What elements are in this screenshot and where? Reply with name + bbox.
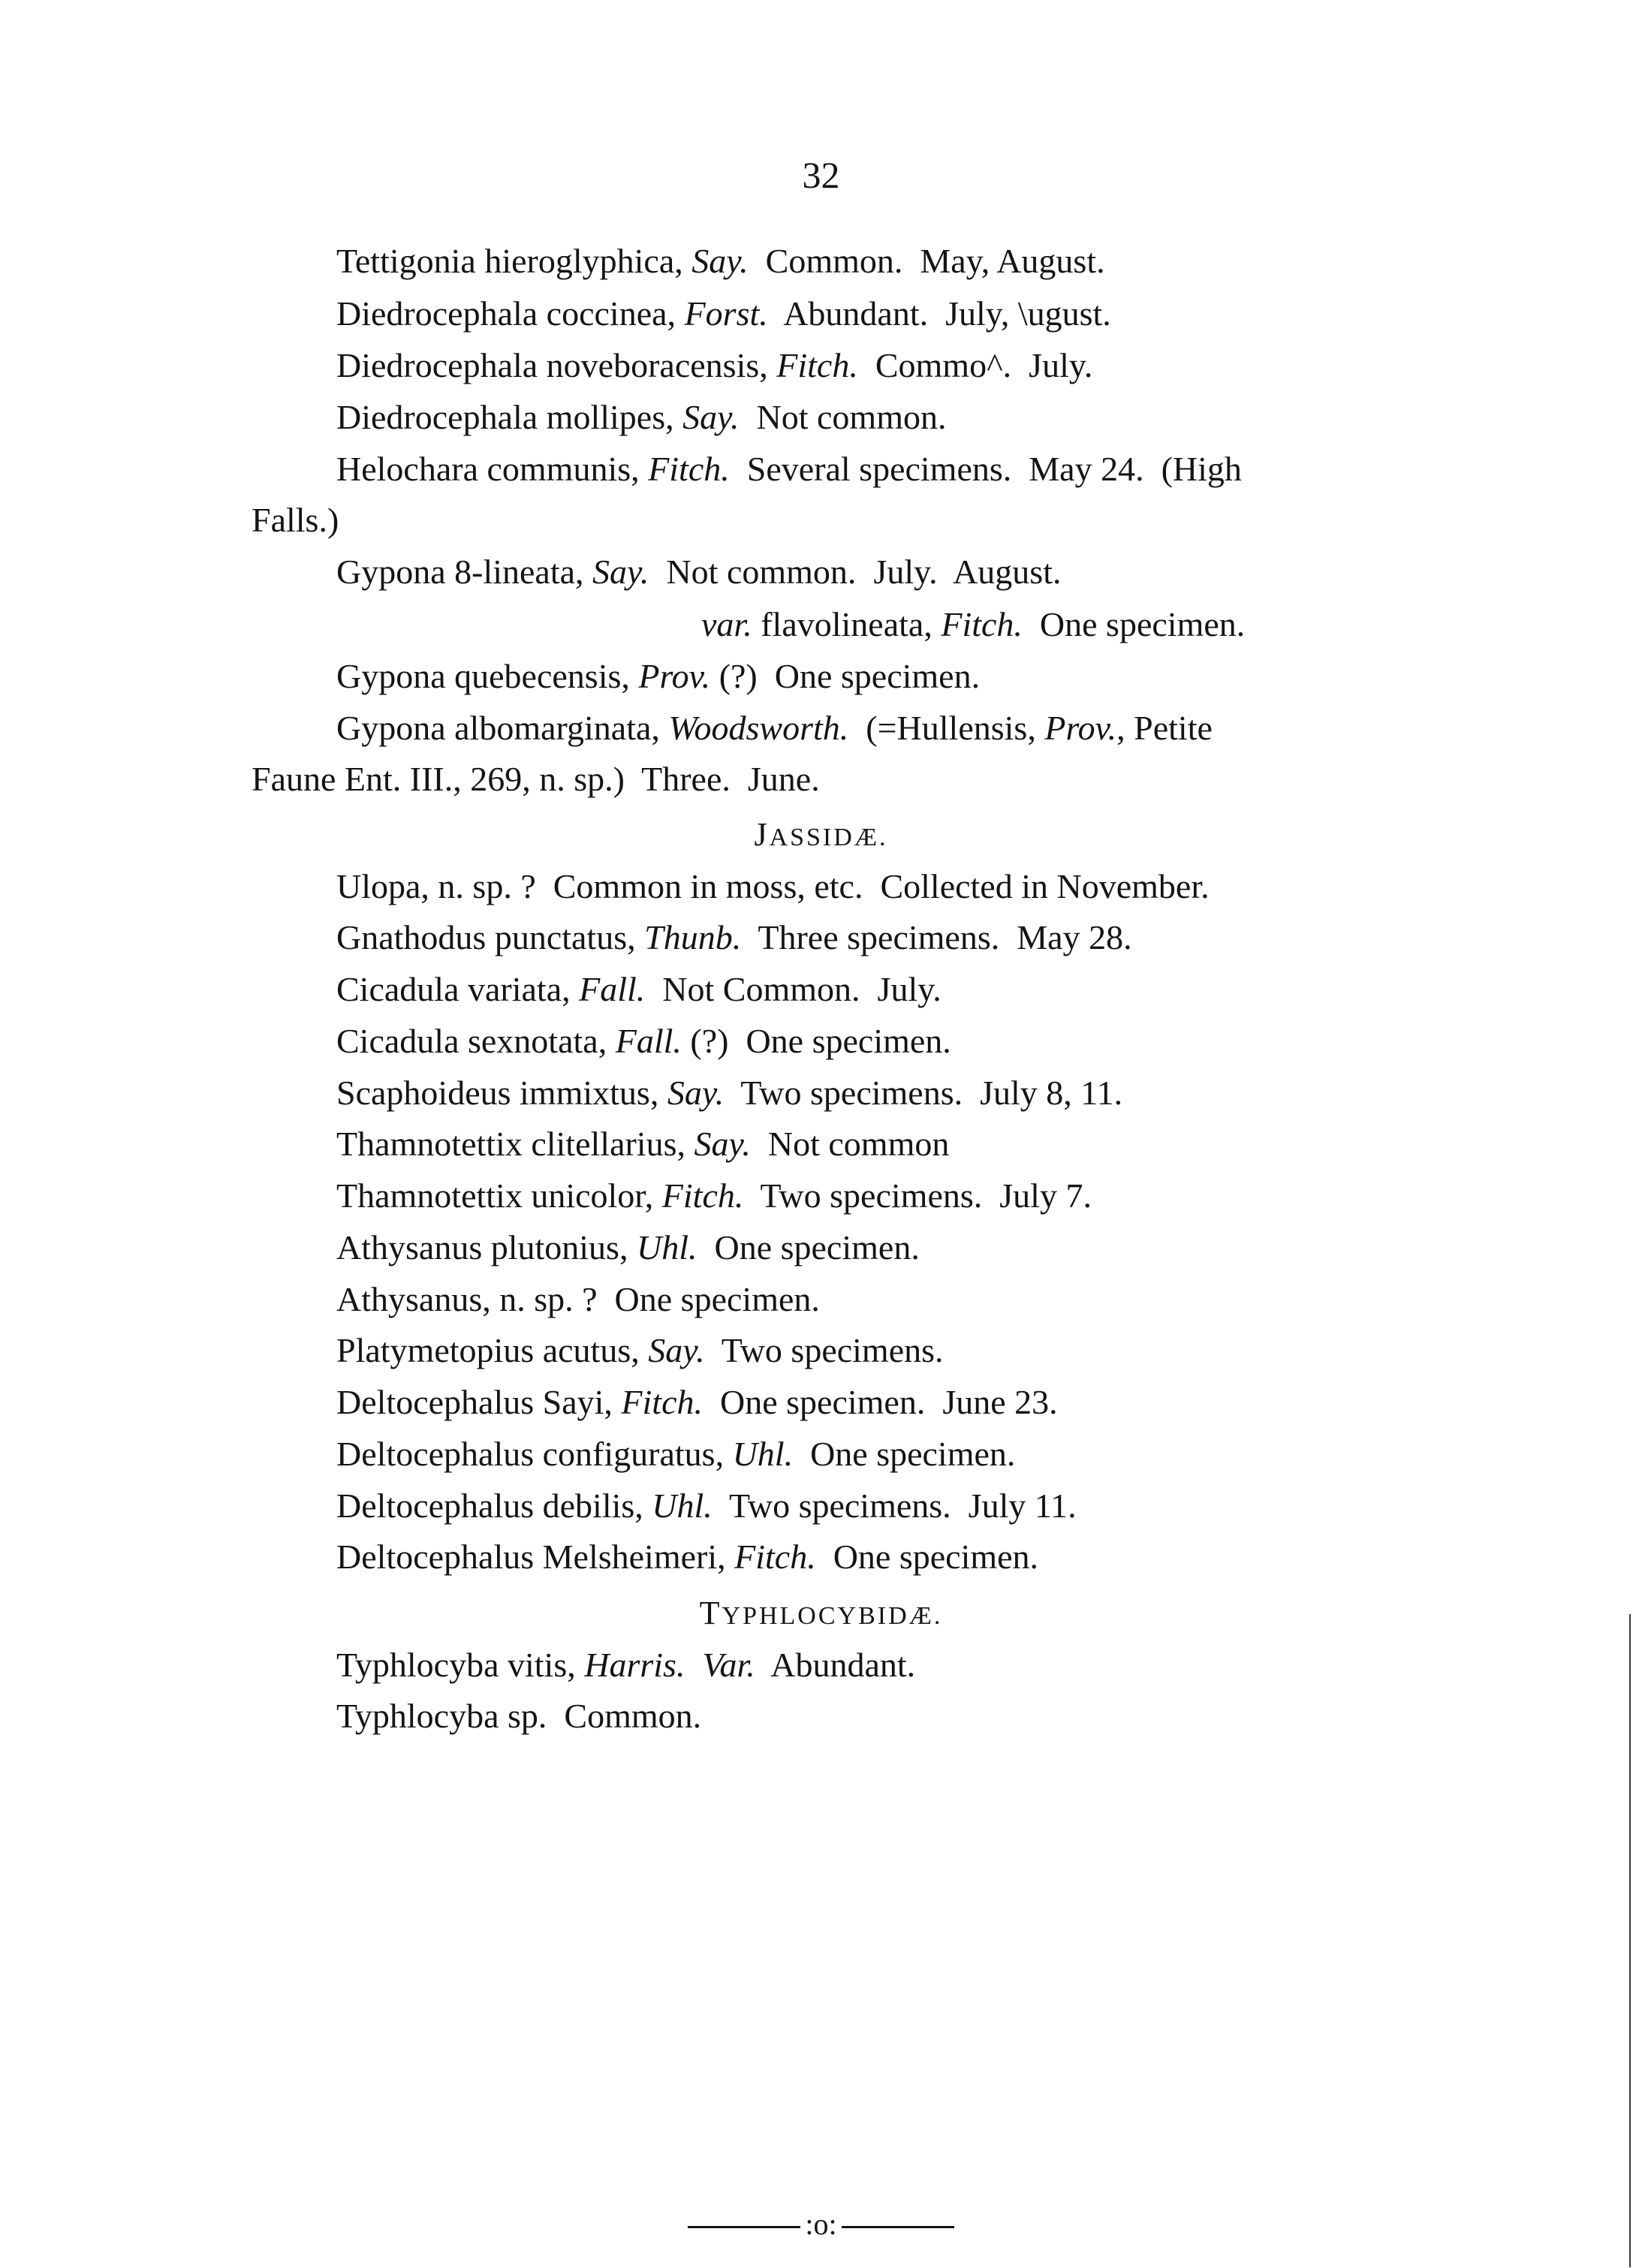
- entry-diedrocephala-noveboracensis: [336, 348, 1092, 383]
- entry-text: Not common: [750, 1125, 950, 1163]
- entry-authority: Fitch.: [941, 605, 1023, 643]
- entry-text: Two specimens. July 8, 11.: [724, 1074, 1123, 1112]
- separator-rule-left: [688, 2226, 800, 2228]
- entry-authority: Fitch.: [776, 346, 858, 384]
- entry-text: One specimen.: [793, 1435, 1016, 1473]
- entry-text: Diedrocephala coccinea,: [336, 294, 685, 333]
- entry-deltocephalus-debilis: [336, 1486, 1077, 1525]
- entry-authority: Fitch.: [734, 1538, 816, 1576]
- entry-cicadula-sexnotata: [336, 1024, 951, 1059]
- entry-text: Abundant. July, \ugust.: [767, 294, 1111, 333]
- entry-text: Gypona 8-lineata,: [336, 553, 593, 591]
- entry-authority: Fall.: [615, 1022, 682, 1060]
- entry-text: Two specimens.: [704, 1331, 944, 1369]
- entry-text: Falls.): [252, 501, 339, 539]
- entry-text: Common. May, August.: [748, 242, 1105, 280]
- entry-text: Helochara communis,: [336, 450, 649, 488]
- entry-authority: Var.: [702, 1646, 755, 1684]
- entry-text: (=Hullensis,: [848, 709, 1045, 747]
- entry-text: [685, 1646, 702, 1684]
- entry-text: Abundant.: [755, 1646, 916, 1684]
- entry-authority: Say.: [667, 1074, 725, 1112]
- entry-text: Gnathodus punctatus,: [336, 918, 645, 956]
- entry-text: Platymetopius acutus,: [336, 1331, 649, 1369]
- entry-gypona-var-flavolineata: [701, 607, 1245, 642]
- entry-authority: Forst.: [684, 294, 768, 333]
- section-separator: [0, 2209, 1642, 2239]
- entry-text: (?) One specimen.: [710, 657, 981, 695]
- entry-gnathodus-punctatus: [336, 920, 1132, 955]
- entry-text: One specimen.: [1022, 605, 1246, 643]
- heading-initial: T: [699, 1595, 722, 1631]
- entry-gypona-albomarginata-cont: [252, 762, 820, 797]
- entry-scaphoideus-immixtus: [336, 1076, 1122, 1110]
- entry-deltocephalus-melsheimeri: [336, 1540, 1038, 1574]
- entry-gypona-8-lineata: [336, 555, 1061, 589]
- entry-text: Thamnotettix unicolor,: [336, 1176, 662, 1215]
- entry-text: Cicadula variata,: [336, 970, 580, 1008]
- entry-text: , Petite: [1116, 709, 1213, 747]
- entry-gypona-albomarginata: [336, 711, 1213, 745]
- entry-typhlocyba-sp: [336, 1699, 701, 1733]
- entry-diedrocephala-mollipes: [336, 400, 947, 435]
- entry-authority: Thunb.: [644, 918, 742, 956]
- entry-thamnotettix-clitellarius: [336, 1127, 949, 1161]
- entry-authority: Prov.: [1044, 709, 1117, 747]
- entry-authority: var.: [701, 605, 752, 643]
- separator-rule-right: [842, 2226, 954, 2228]
- heading-rest: YPHLOCYBIDÆ.: [722, 1602, 943, 1630]
- entry-authority: Fitch.: [621, 1383, 703, 1421]
- entry-text: Athysanus plutonius,: [336, 1228, 637, 1267]
- entry-text: Typhlocyba sp. Common.: [336, 1697, 702, 1735]
- entry-diedrocephala-coccinea: [336, 294, 1111, 333]
- entry-ulopa: [336, 869, 1210, 904]
- entry-text: Deltocephalus configuratus,: [336, 1435, 733, 1473]
- entry-text: Two specimens. July 11.: [712, 1486, 1077, 1525]
- entry-text: Thamnotettix clitellarius,: [336, 1125, 694, 1163]
- entry-text: Diedrocephala mollipes,: [336, 398, 683, 436]
- entry-authority: Say.: [682, 398, 740, 436]
- entry-authority: Fitch.: [661, 1176, 744, 1215]
- entry-gypona-quebecensis: [336, 659, 980, 694]
- separator-mark: :o:: [805, 2207, 837, 2241]
- entry-typhlocyba-vitis: [336, 1648, 915, 1682]
- entry-authority: Say.: [648, 1331, 705, 1369]
- entry-text: Several specimens. May 24. (High: [729, 450, 1242, 488]
- entry-helochara-communis: [336, 452, 1242, 486]
- entry-authority: Fitch.: [648, 450, 730, 488]
- entry-text: Faune Ent. III., 269, n. sp.) Three. June.: [252, 760, 820, 798]
- entry-text: Athysanus, n. sp. ? One specimen.: [336, 1280, 820, 1318]
- entry-deltocephalus-configuratus: [336, 1437, 1015, 1471]
- entry-authority: Prov.: [638, 657, 711, 695]
- entry-tettigonia-hieroglyphica: [336, 244, 1105, 279]
- entry-text: One specimen.: [815, 1538, 1039, 1576]
- entry-authority: Woodsworth.: [668, 709, 849, 747]
- entry-text: Typhlocyba vitis,: [336, 1646, 585, 1684]
- entry-text: Gypona quebecensis,: [336, 657, 639, 695]
- entry-text: flavolineata,: [752, 605, 942, 643]
- entry-authority: Fall.: [579, 970, 646, 1008]
- entry-text: Two specimens. July 7.: [743, 1176, 1092, 1215]
- entry-text: Not common.: [739, 398, 947, 436]
- section-heading-jassidae: [0, 818, 1642, 851]
- entry-helochara-communis-cont: [252, 503, 339, 538]
- entry-authority: Say.: [592, 553, 649, 591]
- entry-authority: Harris.: [584, 1646, 685, 1684]
- entry-text: (?) One specimen.: [681, 1022, 951, 1060]
- entry-authority: Uhl.: [732, 1435, 794, 1473]
- entry-athysanus-n-sp: [336, 1282, 820, 1317]
- entry-authority: Say.: [694, 1125, 751, 1163]
- page-number: 32: [802, 154, 840, 196]
- entry-text: Three specimens. May 28.: [741, 918, 1132, 956]
- entry-platymetopius-acutus: [336, 1333, 944, 1368]
- entry-cicadula-variata: [336, 972, 942, 1007]
- entry-text: Deltocephalus Melsheimeri,: [336, 1538, 735, 1576]
- entry-authority: Say.: [691, 242, 749, 280]
- entry-text: Not Common. July.: [645, 970, 942, 1008]
- margin-rule: [1629, 1614, 1631, 2267]
- entry-text: Diedrocephala noveboracensis,: [336, 346, 777, 384]
- entry-deltocephalus-sayi: [336, 1385, 1058, 1420]
- entry-authority: Uhl.: [652, 1486, 713, 1525]
- heading-initial: J: [754, 816, 770, 853]
- entry-text: Cicadula sexnotata,: [336, 1022, 616, 1060]
- entry-text: Tettigonia hieroglyphica,: [336, 242, 692, 280]
- entry-athysanus-plutonius: [336, 1230, 920, 1265]
- entry-text: One specimen.: [697, 1228, 920, 1267]
- entry-text: One specimen. June 23.: [703, 1383, 1058, 1421]
- entry-text: Gypona albomarginata,: [336, 709, 669, 747]
- entry-text: Deltocephalus debilis,: [336, 1486, 652, 1525]
- entry-authority: Uhl.: [636, 1228, 697, 1267]
- entry-thamnotettix-unicolor: [336, 1176, 1092, 1215]
- section-heading-typhlocybidae: [0, 1597, 1642, 1630]
- heading-rest: ASSIDÆ.: [769, 824, 888, 851]
- entry-text: Ulopa, n. sp. ? Common in moss, etc. Collected in November.: [336, 867, 1210, 905]
- entry-text: Not common. July. August.: [649, 553, 1062, 591]
- entry-text: Deltocephalus Sayi,: [336, 1383, 622, 1421]
- entry-text: Scaphoideus immixtus,: [336, 1074, 667, 1112]
- entry-text: Commo^. July.: [857, 346, 1093, 384]
